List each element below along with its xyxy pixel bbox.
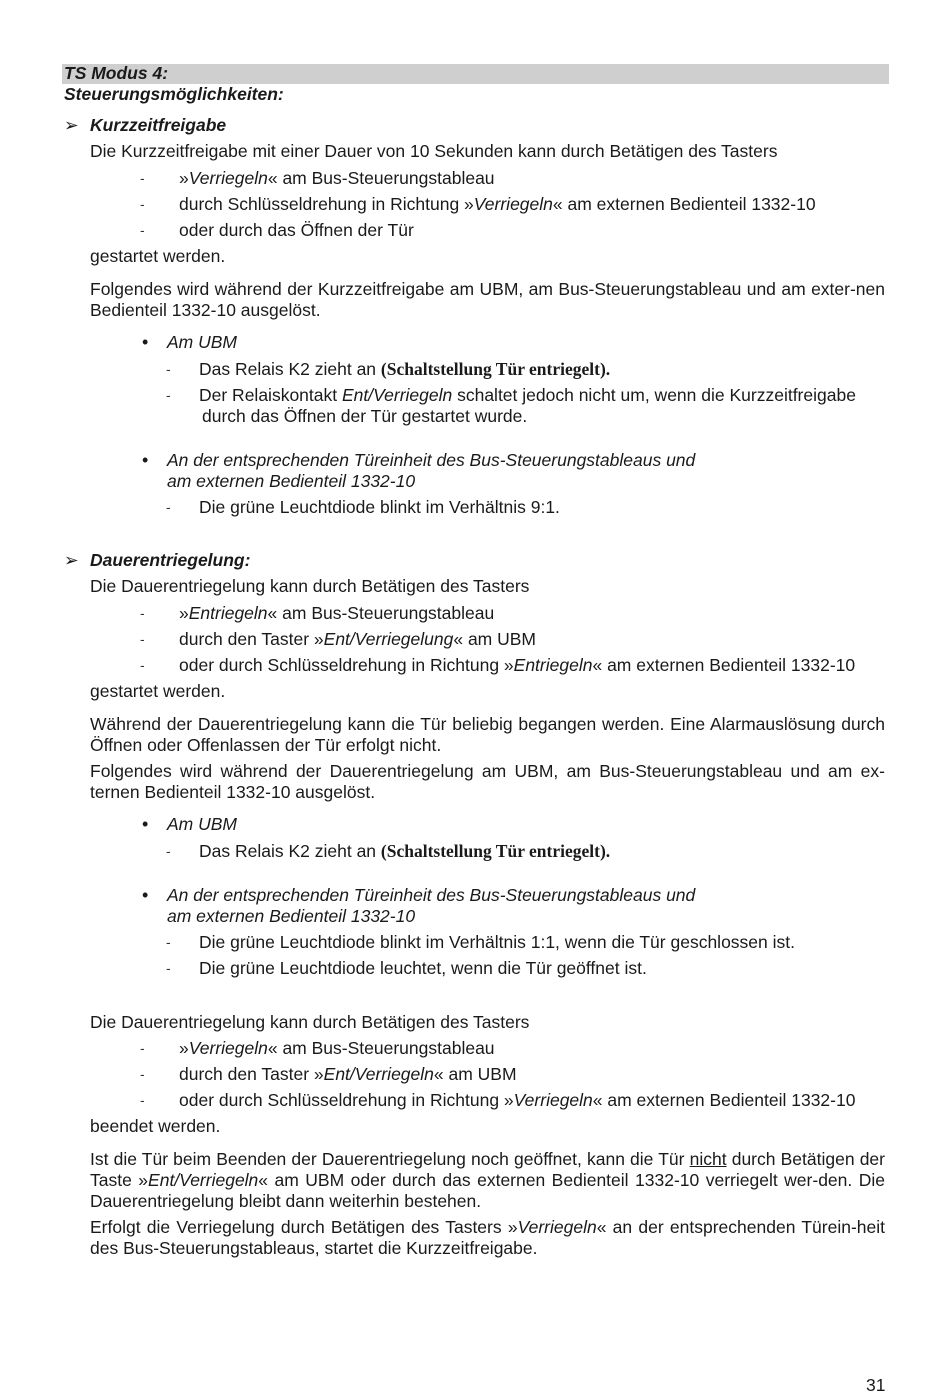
section-intro: Die Dauerentriegelung kann durch Betätigen des Tasters xyxy=(90,1012,530,1032)
list-item: Die grüne Leuchtdiode leuchtet, wenn die Tür geöffnet ist. xyxy=(199,958,647,978)
paragraph: Folgendes wird während der Kurzzeitfreigabe am UBM, am Bus-Steuerungstableau und am exter-nen Bedienteil 1332-10 ausgelöst. xyxy=(90,279,885,320)
list-item: »Verriegeln« am Bus-Steuerungstableau xyxy=(179,168,495,188)
arrowhead-icon: ➢ xyxy=(64,550,79,570)
page-title: TS Modus 4: xyxy=(64,63,169,83)
subheading-tuereinheit: An der entsprechenden Türeinheit des Bus-Steuerungstableaus und xyxy=(167,450,696,470)
bullet-icon: • xyxy=(142,814,149,834)
list-item: Das Relais K2 zieht an (Schaltstellung Tür entriegelt). xyxy=(199,841,611,861)
page-subtitle: Steuerungsmöglichkeiten: xyxy=(64,84,284,104)
section-intro: Die Kurzzeitfreigabe mit einer Dauer von 10 Sekunden kann durch Betätigen des Tasters xyxy=(90,141,778,161)
bullet-icon: • xyxy=(142,450,149,470)
section-heading-kurzzeitfreigabe: Kurzzeitfreigabe xyxy=(90,115,227,135)
list-item: »Entriegeln« am Bus-Steuerungstableau xyxy=(179,603,495,623)
list-item-continuation: durch das Öffnen der Tür gestartet wurde. xyxy=(202,406,528,426)
section-outro: gestartet werden. xyxy=(90,681,226,701)
section-heading-dauerentriegelung: Dauerentriegelung: xyxy=(90,550,251,570)
list-item: Die grüne Leuchtdiode blinkt im Verhältnis 1:1, wenn die Tür geschlossen ist. xyxy=(199,932,795,952)
section-outro: gestartet werden. xyxy=(90,246,226,266)
subheading-am-ubm: Am UBM xyxy=(167,814,237,834)
dash-icon: - xyxy=(166,960,171,976)
dash-icon: - xyxy=(140,657,145,673)
list-item: oder durch Schlüsseldrehung in Richtung »Verriegeln« am externen Bedienteil 1332-10 xyxy=(179,1090,856,1110)
dash-icon: - xyxy=(166,934,171,950)
arrowhead-icon: ➢ xyxy=(64,115,79,135)
list-item: durch den Taster »Ent/Verriegeln« am UBM xyxy=(179,1064,517,1084)
section-intro: Die Dauerentriegelung kann durch Betätigen des Tasters xyxy=(90,576,530,596)
subheading-tuereinheit: An der entsprechenden Türeinheit des Bus-Steuerungstableaus und xyxy=(167,885,696,905)
dash-icon: - xyxy=(140,196,145,212)
title-bar xyxy=(62,64,889,84)
subheading-tuereinheit-cont: am externen Bedienteil 1332-10 xyxy=(167,471,416,491)
paragraph: Erfolgt die Verriegelung durch Betätigen des Tasters »Verriegeln« an der entsprechenden Türein-heit des Bus-Steuerungstableaus, startet die Kurzzeitfreigabe. xyxy=(90,1217,885,1258)
page-number: 31 xyxy=(866,1375,886,1395)
dash-icon: - xyxy=(140,222,145,238)
list-item: Die grüne Leuchtdiode blinkt im Verhältnis 9:1. xyxy=(199,497,560,517)
dash-icon: - xyxy=(166,387,171,403)
paragraph: Folgendes wird während der Dauerentriegelung am UBM, am Bus-Steuerungstableau und am ex-ternen Bedienteil 1332-10 ausgelöst. xyxy=(90,761,885,802)
dash-icon: - xyxy=(166,361,171,377)
list-item: Das Relais K2 zieht an (Schaltstellung Tür entriegelt). xyxy=(199,359,611,379)
bullet-icon: • xyxy=(142,885,149,905)
list-item: oder durch das Öffnen der Tür xyxy=(179,220,414,240)
dash-icon: - xyxy=(166,843,171,859)
subheading-tuereinheit-cont: am externen Bedienteil 1332-10 xyxy=(167,906,416,926)
list-item: Der Relaiskontakt Ent/Verriegeln schaltet jedoch nicht um, wenn die Kurzzeitfreigabe xyxy=(199,385,856,405)
section-outro: beendet werden. xyxy=(90,1116,221,1136)
dash-icon: - xyxy=(140,1040,145,1056)
list-item: oder durch Schlüsseldrehung in Richtung »Entriegeln« am externen Bedienteil 1332-10 xyxy=(179,655,856,675)
dash-icon: - xyxy=(140,170,145,186)
dash-icon: - xyxy=(140,605,145,621)
dash-icon: - xyxy=(166,499,171,515)
dash-icon: - xyxy=(140,631,145,647)
list-item: durch den Taster »Ent/Verriegelung« am UBM xyxy=(179,629,537,649)
dash-icon: - xyxy=(140,1066,145,1082)
list-item: durch Schlüsseldrehung in Richtung »Verriegeln« am externen Bedienteil 1332-10 xyxy=(179,194,816,214)
paragraph: Ist die Tür beim Beenden der Dauerentriegelung noch geöffnet, kann die Tür nicht durch Betätigen der Taste »Ent/Verriegeln« am UBM oder durch das externen Bedienteil 1332-10 verriegelt wer-den. Die Dauerentriegelung bleibt dann weiterhin bestehen. xyxy=(90,1149,885,1211)
bullet-icon: • xyxy=(142,332,149,352)
paragraph: Während der Dauerentriegelung kann die Tür beliebig begangen werden. Eine Alarmauslösung durch Öffnen oder Offenlassen der Tür erfolgt nicht. xyxy=(90,714,885,755)
subheading-am-ubm: Am UBM xyxy=(167,332,237,352)
dash-icon: - xyxy=(140,1092,145,1108)
list-item: »Verriegeln« am Bus-Steuerungstableau xyxy=(179,1038,495,1058)
